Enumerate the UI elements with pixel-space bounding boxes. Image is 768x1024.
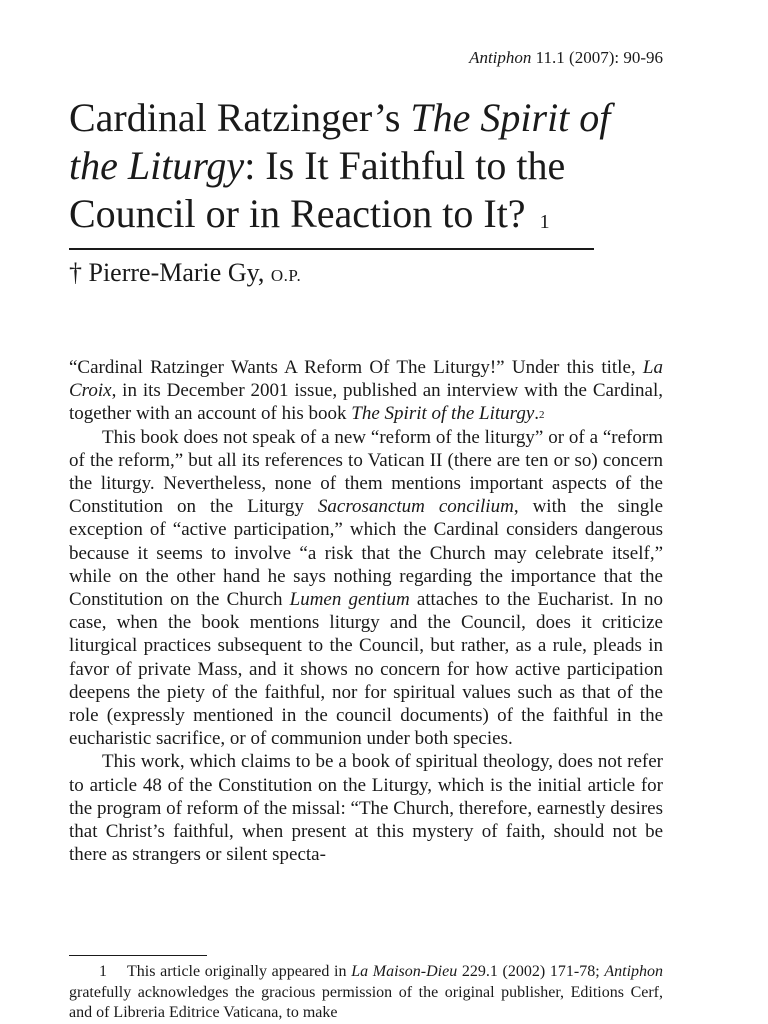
- title-part-3: : Is It Faithful to the Council or in Reaction to It?: [69, 143, 566, 236]
- author-line: [69, 256, 301, 293]
- journal-name: Antiphon: [469, 48, 532, 67]
- footnote-1: [69, 962, 663, 1024]
- paragraph-1: [69, 356, 663, 426]
- p1-footnote-mark: 2: [539, 409, 545, 422]
- title-rule: [69, 248, 594, 250]
- fn-text-c: 229.1 (2002) 171-78;: [457, 963, 605, 980]
- p2-sacrosanctum: Sacrosanctum concilium: [317, 496, 514, 518]
- fn-maison-dieu: La Maison-Dieu: [351, 963, 458, 980]
- footnote-rule: [69, 955, 207, 956]
- p1-text-c: , in its December 2001 issue, published an interview with the Cardinal, together with an account of his book: [69, 380, 663, 425]
- fn-text-a: This article originally appeared in: [127, 963, 352, 980]
- fn-text-e: gratefully acknowledges the gracious permission of the original publisher, Editions Cerf, and of Libreria Editrice Vaticana, to make: [69, 983, 663, 1021]
- author-order: O.P.: [270, 266, 302, 285]
- paragraph-3: [69, 750, 663, 866]
- author-name: † Pierre-Marie Gy,: [69, 258, 265, 287]
- journal-volume-pages: 11.1 (2007): 90-96: [531, 48, 663, 67]
- footnote-number: 1: [99, 963, 107, 980]
- article-body: [69, 356, 663, 866]
- p1-book-title: The Spirit of the Liturgy: [351, 403, 535, 425]
- title-book-name: The Spirit of the Liturgy: [69, 95, 611, 188]
- p1-text-e: .: [534, 403, 540, 425]
- p2-lumen-gentium: Lumen gentium: [289, 589, 410, 611]
- paragraph-2: [69, 426, 663, 751]
- p2-text-a: This book does not speak of a new “reform of the liturgy” or of a “reform of the reform,” but all its references to Vatican II (there are ten or so) concern the liturgy. Nevertheless, none of them mentions important aspects of the Constitution on the Liturgy: [69, 426, 663, 518]
- fn-antiphon: Antiphon: [604, 963, 664, 980]
- p2-text-c: , with the single exception of “active participation,” which the Cardinal considers dangerous because it seems to involve “a risk that the Church may celebrate itself,” while on the other hand he says nothing regarding the importance that the Constitution on the Church: [69, 496, 663, 611]
- article-title: [69, 94, 669, 238]
- title-footnote-mark: 1: [539, 211, 550, 233]
- p2-text-e: attaches to the Eucharist. In no case, when the book mentions liturgy and the Council, does it criticize liturgical practices subsequent to the Council, but rather, as a rule, pleads in favor of private Mass, and it shows no concern for how active participation deepens the piety of the faithful, nor for spiritual values such as that of the role (expressly mentioned in the council documents) of the faithful in the eucharistic sacrifice, or of communion under both species.: [69, 589, 664, 750]
- p1-la-croix: La Croix: [69, 357, 663, 402]
- p3-text-a: This work, which claims to be a book of spiritual theology, does not refer to article 48 of the Constitution on the Liturgy, which is the initial article for the program of reform of the missal: “The Church, therefore, earnestly desires that Christ’s faithful, when present at this mystery of faith, should not be there as strangers or silent specta-: [69, 751, 663, 866]
- p1-text-a: “Cardinal Ratzinger Wants A Reform Of The Liturgy!” Under this title,: [69, 357, 643, 378]
- journal-citation: [469, 48, 663, 68]
- title-part-1: Cardinal Ratzinger’s: [69, 95, 411, 140]
